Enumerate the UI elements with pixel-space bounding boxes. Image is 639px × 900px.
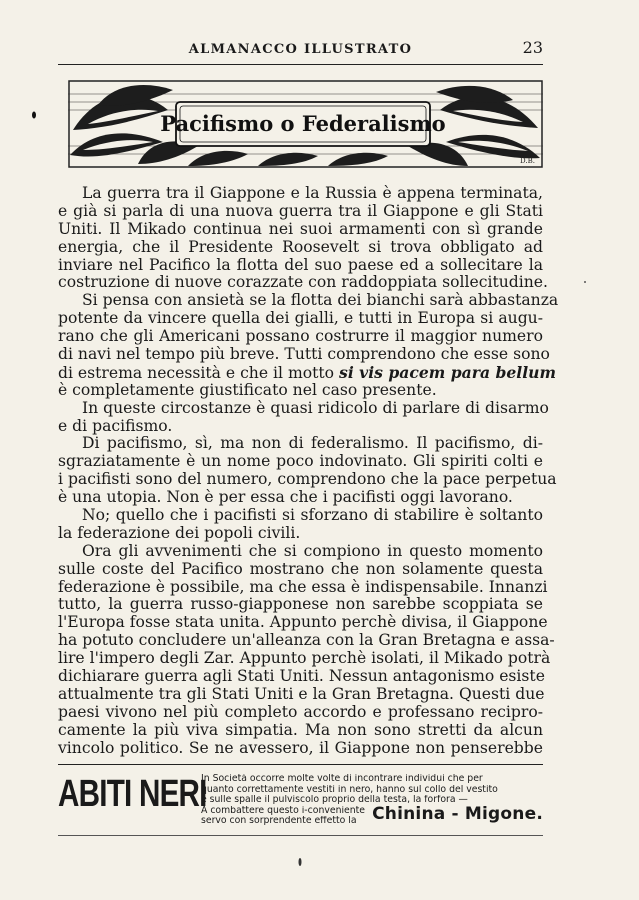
- advertisement-line: quanto correttamente vestiti in nero, hanno sul collo del vestito: [201, 784, 498, 795]
- advertisement-line: In Società occorre molte volte di incontrare individui che per: [201, 774, 483, 784]
- body-line: paesi vivono nel più completo accordo e professano recipro-: [58, 702, 543, 721]
- body-line: Uniti. Il Mikado continua nei suoi armamenti con sì grande: [58, 219, 543, 238]
- body-line: potente da vincere quella dei gialli, e tutti in Europa si augu-: [58, 309, 543, 328]
- body-line: ha potuto concludere un'alleanza con la Gran Bretagna e assa-: [58, 631, 555, 650]
- body-line: la federazione dei popoli civili.: [58, 523, 301, 542]
- body-line: federazione è possibile, ma che essa è indispensabile. Innanzi: [58, 577, 548, 596]
- body-line: e di pacifismo.: [58, 416, 173, 435]
- body-line: In queste circostanze è quasi ridicolo di parlare di disarmo: [82, 398, 549, 417]
- advertisement-headline: ABITI NERI: [58, 773, 207, 815]
- body-line: costruzione di nuove corazzate con raddoppiata sollecitudine.: [58, 273, 548, 292]
- body-line: Ora gli avvenimenti che si compiono in questo momento: [82, 541, 543, 560]
- body-line: di navi nel tempo più breve. Tutti comprendono che esse sono: [58, 345, 550, 364]
- body-line: i pacifisti sono del numero, comprendono che la pace perpetua: [58, 470, 557, 489]
- body-line: rano che gli Americani possano costrurre il maggior numero: [58, 327, 543, 346]
- running-title: ALMANACCO ILLUSTRATO: [188, 42, 413, 57]
- advertisement-line: servo con sorprendente effetto la: [201, 816, 357, 827]
- body-line: camente la più viva simpatia. Ma non sono stretti da alcun: [58, 720, 543, 739]
- body-line: attualmente tra gli Stati Uniti e la Gran Bretagna. Questi due: [58, 684, 545, 703]
- body-line: e già si parla di una nuova guerra tra il Giappone e gli Stati: [58, 201, 543, 220]
- engraver-mark: D.B.: [520, 157, 535, 165]
- body-line: dichiarare guerra agli Stati Uniti. Nessun antagonismo esiste: [58, 667, 545, 686]
- body-line: lire l'impero degli Zar. Appunto perchè isolati, il Mikado potrà: [58, 649, 551, 668]
- body-line: Si pensa con ansietà se la flotta dei bianchi sarà abbastanza: [82, 291, 559, 310]
- body-line: La guerra tra il Giappone e la Russia è appena terminata,: [82, 184, 543, 202]
- body-line: vincolo politico. Se ne avessero, il Giappone non penserebbe: [58, 738, 543, 757]
- page-number: 23: [522, 38, 543, 57]
- latin-motto: si vis pacem para bellum: [339, 362, 556, 382]
- body-line: l'Europa fosse stata unita. Appunto perchè divisa, il Giappone: [58, 613, 548, 632]
- body-line: sulle coste del Pacifico mostrano che non solamente questa: [58, 559, 543, 578]
- advertisement-line: e sulle spalle il pulviscolo proprio della testa, la forfora —: [201, 795, 468, 806]
- body-line: è completamente giustificato nel caso presente.: [58, 380, 437, 399]
- advertisement-brand: Chinina - Migone.: [372, 804, 543, 824]
- body-line: inviare nel Pacifico la flotta del suo paese ed a sollecitare la: [58, 255, 543, 274]
- advertisement-line: A combattere questo i-conveniente: [201, 805, 366, 816]
- body-line: sgraziatamente è un nome poco indovinato. Gli spiriti colti e: [58, 452, 543, 471]
- article-title: Pacifismo o Federalismo: [160, 111, 446, 136]
- body-line: di estrema necessità e che il motto: [58, 363, 335, 382]
- body-line: energia, che il Presidente Roosevelt si trova obbligato ad: [58, 237, 543, 256]
- body-line: No; quello che i pacifisti si sforzano di stabilire è soltanto: [82, 506, 543, 525]
- body-line: tutto, la guerra russo-giapponese non sarebbe scoppiata se: [58, 595, 543, 614]
- body-line: Di pacifismo, sì, ma non di federalismo. Il pacifismo, di-: [82, 434, 543, 453]
- body-line: è una utopia. Non è per essa che i pacifisti oggi lavorano.: [58, 488, 513, 507]
